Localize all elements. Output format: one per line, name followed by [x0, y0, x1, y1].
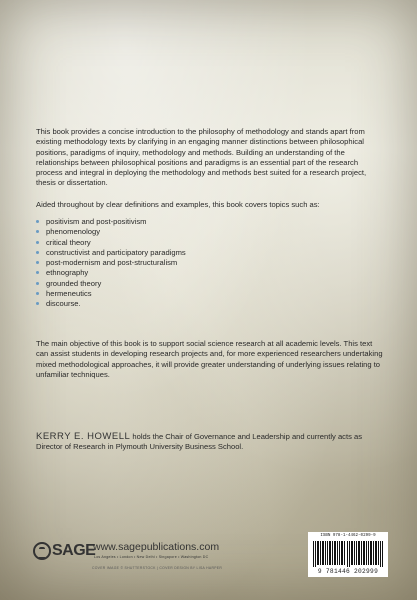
- intro-paragraph: This book provides a concise introduction to the philosophy of methodology and stands apart from existing methodology texts by clarifying in an engaging manner distinctions between philosophical positions, paradigms of inquiry, methodology and methods. Building an understanding of the relationships between philosophical positions and paradigms is an essential part of the research process and integral in deploying the methodology and methods best suited for a research project, thesis or dissertation.: [36, 127, 367, 188]
- bullet-icon: [36, 271, 39, 274]
- barcode-digits: 9 781446 202999: [317, 568, 379, 575]
- topic-item: constructivist and participatory paradigms: [36, 248, 186, 258]
- bullet-icon: [36, 230, 39, 233]
- bullet-icon: [36, 292, 39, 295]
- author-bio: [36, 432, 384, 453]
- sage-logo-text: SAGE: [52, 542, 96, 559]
- barcode: [308, 532, 388, 577]
- barcode-icon: [313, 541, 383, 567]
- topic-item: hermeneutics: [36, 289, 186, 299]
- topic-item: grounded theory: [36, 279, 186, 289]
- sage-logo-icon: [33, 542, 51, 560]
- topics-list: [36, 217, 186, 310]
- bullet-icon: [36, 241, 39, 244]
- topics-intro-text: Aided throughout by clear definitions and examples, this book covers topics such as:: [36, 200, 320, 209]
- cover-credit: COVER IMAGE © SHUTTERSTOCK | COVER DESIGN BY LISA HARPER: [92, 566, 223, 570]
- bullet-icon: [36, 282, 39, 285]
- sage-logo: [33, 540, 95, 562]
- bullet-icon: [36, 251, 39, 254]
- bullet-icon: [36, 220, 39, 223]
- author-bio-text: holds the Chair of Governance and Leadership and currently acts as Director of Research in Plymouth University Business School.: [36, 432, 363, 452]
- topic-item: critical theory: [36, 238, 186, 248]
- author-name: KERRY E. HOWELL: [36, 431, 131, 442]
- publisher-cities: Los Angeles • London • New Delhi • Singapore • Washington DC: [94, 555, 209, 559]
- bullet-icon: [36, 302, 39, 305]
- isbn-label: ISBN 978-1-4462-0299-9: [320, 534, 376, 538]
- topic-item: post-modernism and post-structuralism: [36, 258, 186, 268]
- publisher-website: www.sagepublications.com: [93, 541, 220, 553]
- topic-item: discourse.: [36, 299, 186, 309]
- objective-paragraph: The main objective of this book is to support social science research at all academic levels. This text can assist students in developing research projects and, for more experienced researchers undertaking mixed methodological approaches, it will provide greater understanding of underlying issues relating to unfamiliar techniques.: [36, 339, 383, 379]
- barcode-bars: [313, 541, 383, 567]
- topic-item: phenomenology: [36, 227, 186, 237]
- topic-item: ethnography: [36, 268, 186, 278]
- bullet-icon: [36, 261, 39, 264]
- topic-item: positivism and post-positivism: [36, 217, 186, 227]
